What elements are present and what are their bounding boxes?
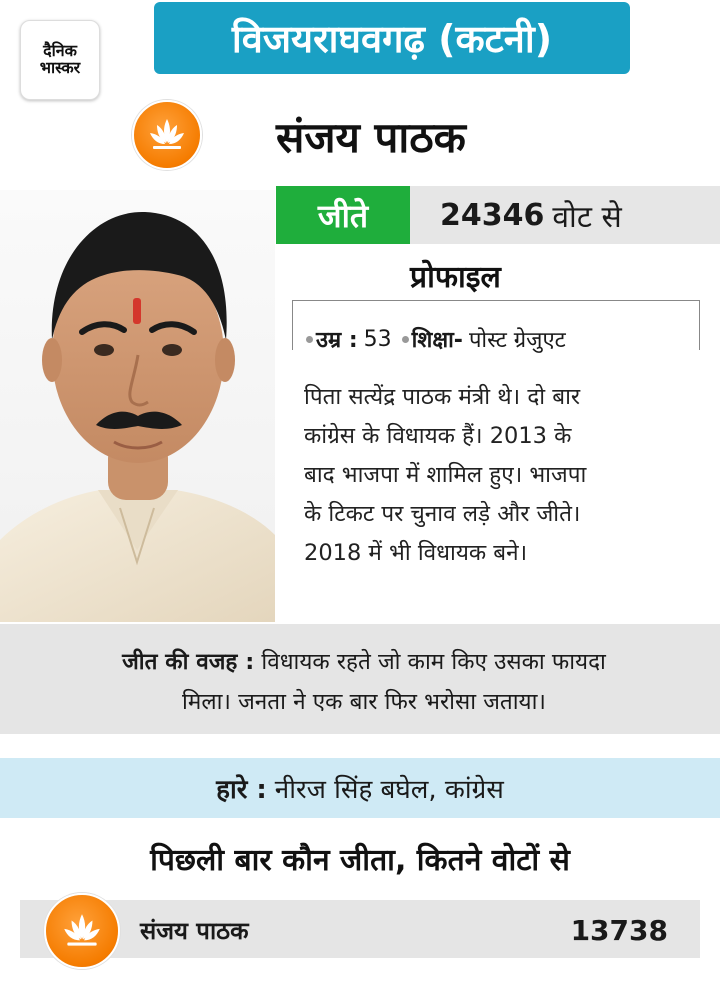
lost-label: हारे : [216, 775, 267, 805]
bio-line: बाद भाजपा में शामिल हुए। भाजपा [304, 462, 587, 488]
bio-line: के टिकट पर चुनाव लड़े और जीते। [304, 501, 581, 527]
bullet-icon [402, 336, 409, 343]
previous-winner-name: संजय पाठक [140, 917, 249, 945]
bio-text [304, 378, 704, 573]
reason-text-line-1: विधायक रहते जो काम किए उसका फायदा [261, 649, 606, 675]
candidate-name: संजय पाठक [276, 113, 466, 162]
info-row [306, 324, 566, 354]
margin-box [410, 186, 720, 244]
bullet-icon [306, 336, 313, 343]
margin-suffix: वोट से [552, 199, 622, 235]
lotus-icon [132, 100, 202, 170]
bio-line: कांग्रेस के विधायक हैं। 2013 के [304, 423, 572, 449]
previous-heading: पिछली बार कौन जीता, कितने वोटों से [150, 843, 570, 878]
bio-line: पिता सत्येंद्र पाठक मंत्री थे। दो बार [304, 384, 581, 410]
logo-line-1: दैनिक [43, 41, 77, 61]
lost-text: नीरज सिंह बघेल, कांग्रेस [274, 775, 504, 805]
previous-margin: 13738 [570, 914, 668, 947]
won-tag: जीते [276, 186, 410, 244]
logo-line-2: भास्कर [39, 58, 81, 77]
education-value: पोस्ट ग्रेजुएट [468, 328, 566, 353]
age-value: 53 [363, 326, 392, 352]
reason-text-line-2: मिला। जनता ने एक बार फिर भरोसा जताया। [182, 689, 546, 715]
reason-label: जीत की वजह : [122, 649, 255, 675]
margin-votes: 24346 [440, 197, 545, 233]
candidate-portrait [0, 190, 275, 622]
profile-heading: प्रोफाइल [410, 260, 501, 295]
dainik-bhaskar-logo [20, 20, 100, 100]
age-label: उम्र : [316, 328, 358, 353]
win-reason-box [0, 624, 720, 734]
result-row [276, 186, 720, 244]
bio-line: 2018 में भी विधायक बने। [304, 540, 528, 566]
constituency-title: विजयराघवगढ़ (कटनी) [154, 2, 630, 74]
lost-box [0, 758, 720, 818]
previous-winner-row [20, 900, 700, 958]
lotus-icon [44, 893, 120, 969]
education-label: शिक्षा- [411, 328, 463, 353]
